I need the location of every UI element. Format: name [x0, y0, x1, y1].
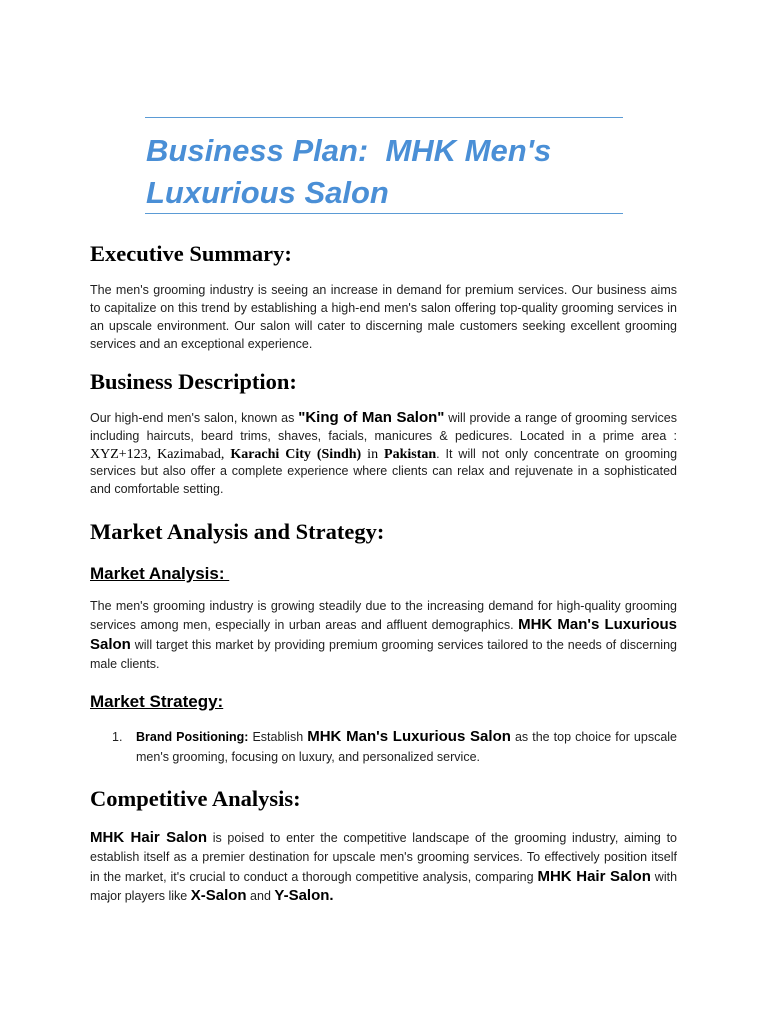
- list-item-number: 1.: [112, 730, 123, 744]
- business-description-paragraph: [90, 410, 677, 499]
- competitive-analysis-heading: Competitive Analysis:: [90, 786, 301, 811]
- address-text: XYZ+123, Kazimabad,: [90, 446, 231, 462]
- business-description-heading: Business Description:: [90, 369, 297, 394]
- description-closing-text: . It will not only concentrate on grooming services but also offer a complete experience where clients can relax and rejuvenate in a sophisticated and comfortable setting.: [90, 446, 678, 497]
- description-intro-text: Our high-end men's salon, known as: [90, 411, 299, 425]
- description-services-text: will provide a range of grooming services including haircuts, beard trims, shaves, facials, manicures & pedicures. Located in a prime area :: [90, 411, 677, 443]
- country-text: Pakistan: [384, 446, 437, 462]
- list-item-text: [136, 727, 677, 767]
- market-analysis-strategy-heading: Market Analysis and Strategy:: [90, 519, 385, 544]
- title-bottom-rule: [145, 213, 623, 214]
- strategy-list-item: [90, 727, 677, 769]
- market-analysis-subheading: Market Analysis:: [90, 564, 225, 583]
- competitor-y-salon: Y-Salon.: [274, 887, 334, 905]
- list-item-label: Brand Positioning:: [136, 730, 249, 744]
- list-item-salon-name: MHK Man's Luxurious Salon: [307, 728, 511, 745]
- competitive-analysis-paragraph: [90, 829, 677, 907]
- executive-summary-paragraph: The men's grooming industry is seeing an increase in demand for premium services. Our business aims to capitalize on this trend by establishing a high-end men's salon offering top-quality grooming services in an upscale environment. Our salon will cater to discerning male customers seeking excellent grooming services and an exceptional experience.: [90, 283, 677, 351]
- market-analysis-text-before: The men's grooming industry is growing steadily due to the increasing demand for high-quality grooming services among men, especially in urban areas and affluent demographics.: [90, 599, 677, 633]
- executive-summary-heading: Executive Summary:: [90, 241, 292, 266]
- document-title: Business Plan: MHK Men's Luxurious Salon: [146, 133, 560, 210]
- competitive-text-2: with major players like: [90, 869, 678, 904]
- market-analysis-salon-name: MHK Man's Luxurious Salon: [90, 616, 677, 653]
- market-strategy-subheading: Market Strategy:: [90, 692, 224, 711]
- competitive-salon-name-repeat: MHK Hair Salon: [537, 867, 651, 885]
- title-top-rule: [145, 117, 623, 118]
- market-analysis-text-after: will target this market by providing premium grooming services tailored to the needs of discerning male clients.: [90, 637, 677, 672]
- competitor-x-salon: X-Salon: [190, 887, 247, 905]
- competitive-text-1: is poised to enter the competitive landscape of the grooming industry, aiming to establish itself as a premier destination for upscale men's grooming services. To effectively position itself in the market, it's crucial to conduct a thorough competitive analysis, comparing: [90, 831, 677, 884]
- list-item-text-before: Establish: [248, 730, 308, 744]
- market-analysis-paragraph: [90, 597, 677, 675]
- location-connector-text: in: [361, 446, 385, 462]
- salon-name-text: "King of Man Salon": [298, 409, 445, 426]
- list-item-text-after: as the top choice for upscale men's grooming, focusing on luxury, and personalized service.: [136, 730, 677, 764]
- city-text: Karachi City (Sindh): [230, 446, 362, 462]
- competitive-text-3: and: [246, 889, 275, 904]
- competitive-salon-name: MHK Hair Salon: [90, 829, 207, 846]
